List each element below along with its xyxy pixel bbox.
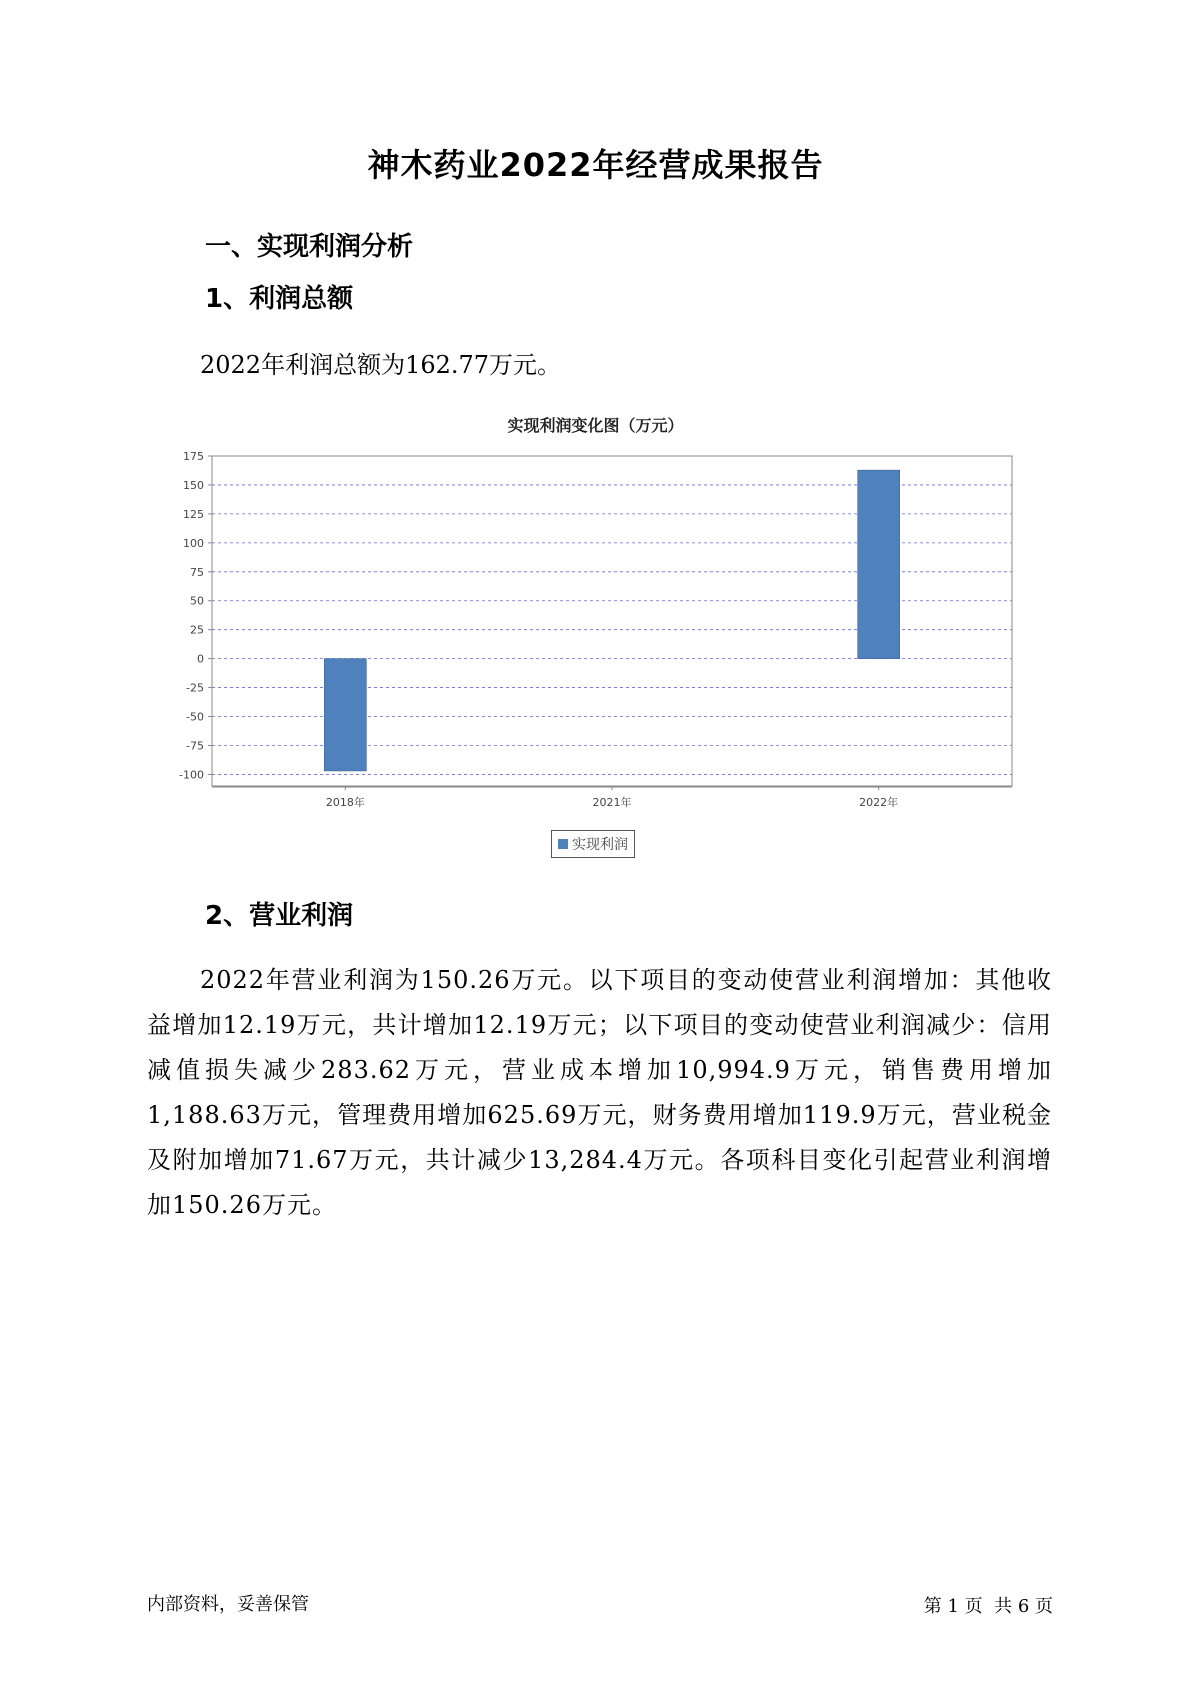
y-tick-label: 100 (183, 536, 204, 550)
y-tick-label: -75 (186, 739, 204, 753)
x-tick-label: 2021年 (592, 796, 632, 809)
y-tick-label: 0 (197, 652, 204, 666)
operating-profit-paragraph: 2022年营业利润为150.26万元。以下项目的变动使营业利润增加：其他收益增加12.19万元，共计增加12.19万元；以下项目的变动使营业利润减少：信用减值损失减少283.62万元，营业成本增加10,994.9万元，销售费用增加1,188.63万元，管理费用增加625.69万元，财务费用增加119.9万元，营业税金及附加增加71.67万元，共计减少13,284.4万元。各项科目变化引起营业利润增加150.26万元。 (147, 966, 1052, 1219)
y-tick-label: 125 (183, 507, 204, 521)
y-tick-label: 50 (190, 594, 204, 608)
x-tick-label: 2022年 (859, 796, 899, 809)
y-tick-label: 150 (183, 478, 204, 492)
subsection-heading-total-profit: 1、利润总额 (205, 284, 354, 314)
legend-swatch (558, 839, 568, 849)
subsection-heading-operating-profit: 2、营业利润 (205, 901, 354, 931)
y-tick-label: 75 (190, 565, 204, 579)
footer-page-number: 第 1 页 共 6 页 (923, 1596, 1053, 1617)
x-tick-label: 2018年 (325, 796, 365, 809)
chart-legend (551, 830, 635, 858)
y-tick-label: -50 (186, 710, 204, 724)
footer-confidential-note: 内部资料，妥善保管 (147, 1594, 309, 1615)
chart-title: 实现利润变化图（万元） (507, 416, 684, 435)
chart-bars (324, 470, 899, 771)
y-tick-label: -100 (179, 768, 204, 782)
y-tick-label: 25 (190, 623, 204, 637)
y-tick-label: -25 (186, 681, 204, 695)
bar-2018年 (324, 659, 366, 771)
y-tick-label: 175 (183, 450, 204, 463)
total-profit-paragraph: 2022年利润总额为162.77万元。 (200, 351, 562, 379)
document-title: 神木药业2022年经营成果报告 (367, 146, 824, 184)
section-heading-profit-analysis: 一、实现利润分析 (205, 232, 414, 262)
bar-2022年 (858, 470, 900, 658)
legend-label: 实现利润 (572, 837, 628, 853)
